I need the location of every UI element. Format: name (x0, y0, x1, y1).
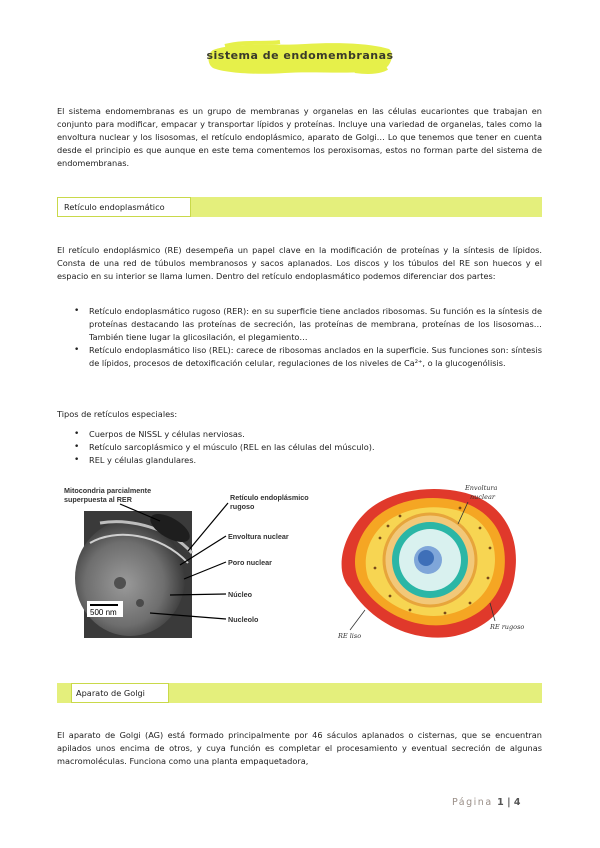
list-item: • REL y células glandulares. (57, 454, 542, 467)
label-rer-2: rugoso (230, 502, 255, 511)
scale-label: 500 nm (90, 608, 117, 617)
micrograph-figure (60, 483, 322, 638)
label-envoltura: Envoltura nuclear (228, 532, 289, 541)
page-number: Página 1 | 4 (452, 797, 521, 808)
cell-illustration (330, 478, 545, 648)
label-mitocondria-1: Mitocondria parcialmente (64, 486, 152, 495)
intro-paragraph: El sistema endomembranas es un grupo de membranas y organelas en las células eucariontes que trabajan en conjunto para modificar, empacar y transportar lípidos y proteínas. Incluye una variedad de organelas, tales como la envoltura nuclear y los lisosomas, el retículo endoplásmico, aparato de Golgi… Lo que tenemos que tener en cuenta desde el principio es que aunque en este tema comentemos los peroxisomas, estos no forman parte del sistema de endomembranas. (57, 106, 542, 168)
section-heading-band (57, 683, 542, 703)
list-item: • Retículo sarcoplásmico y el músculo (REL en las células del músculo). (57, 441, 542, 454)
label-re-liso: RE liso (338, 632, 362, 640)
section-heading-band (57, 197, 542, 217)
label-nucleo: Núcleo (228, 590, 252, 599)
page-title: sistema de endomembranas (206, 49, 394, 62)
label-rer-1: Retículo endoplásmico (230, 493, 309, 502)
section-heading-golgi: Aparato de Golgi (71, 683, 169, 703)
special-types-list (57, 428, 542, 467)
page-current: 1 (497, 797, 504, 808)
reticulo-intro-paragraph: El retículo endoplásmico (RE) desempeña un papel clave en la modificación de proteínas y la síntesis de lípidos. Consta de una red de túbulos membranosos y sacos aplanados. Los discos y los túbulos del RE son huecos y el espacio en su interior se llama lumen. Dentro del retículo endoplasmático podemos diferenciar dos partes: (57, 245, 542, 281)
label-poro: Poro nuclear (228, 558, 272, 567)
reticulo-types-list (57, 305, 542, 370)
list-item: • Cuerpos de NISSL y células nerviosas. (57, 428, 542, 441)
label-re-rugoso: RE rugoso (490, 623, 525, 631)
page-word: Página (452, 797, 493, 808)
section-heading-reticulo: Retículo endoplasmático (57, 197, 191, 217)
title-banner (205, 40, 395, 76)
special-types-heading: Tipos de retículos especiales: (57, 409, 178, 419)
label-nucleolo: Nucleolo (228, 615, 259, 624)
golgi-paragraph: El aparato de Golgi (AG) está formado principalmente por 46 sáculos aplanados o cisternas, que se encuentran apilados unos encima de otros, y cuya función es completar el procesamiento y eventual secreción de algunas macromoléculas. Funciona como una planta empaquetadora, (57, 730, 542, 766)
page-total: 4 (513, 797, 521, 808)
label-envoltura-nuclear-1: Envoltura (465, 484, 498, 492)
list-item: • Retículo endoplasmático liso (REL): carece de ribosomas anclados en la superficie. Sus funciones son: síntesis de lípidos, procesos de detoxificación celular, regulaciones de los niveles de Ca²⁺, o la glucogenólisis. (57, 344, 542, 370)
label-envoltura-nuclear-2: nuclear (470, 493, 495, 501)
label-mitocondria-2: superpuesta al RER (64, 495, 132, 504)
list-item: • Retículo endoplasmático rugoso (RER): en su superficie tiene anclados ribosomas. Su función es la síntesis de proteínas destacando las proteínas de secreción, las proteínas de membrana, proteínas de los lisosomas… También tiene lugar la glicosilación, el plegamiento… (57, 305, 542, 344)
